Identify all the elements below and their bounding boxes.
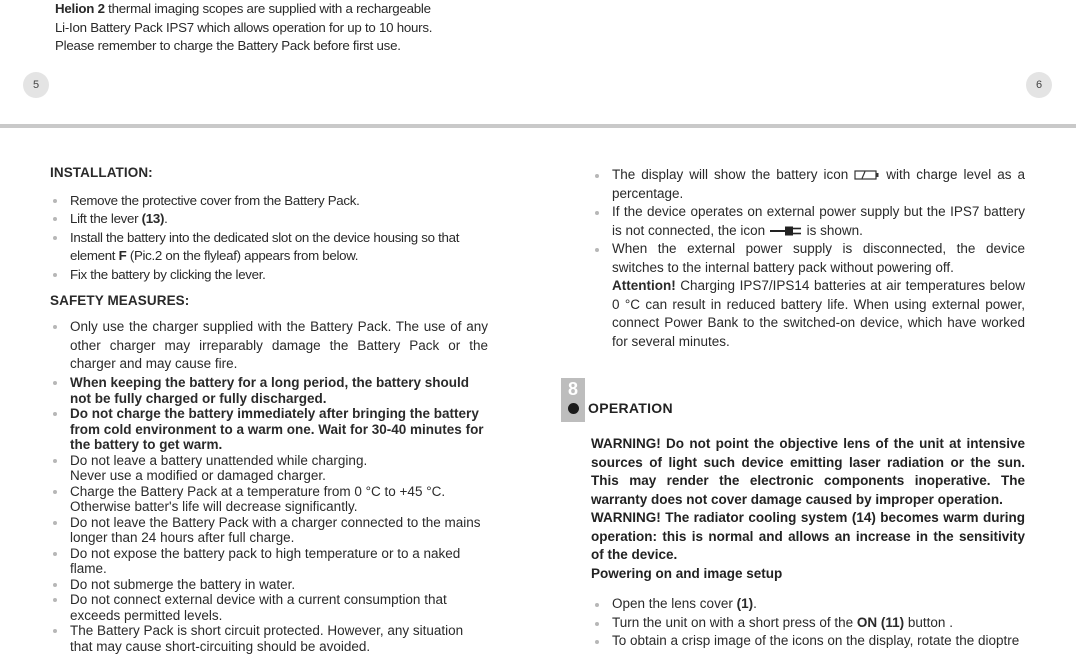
list-item-text: Never use a modified or damaged charger. <box>70 468 326 483</box>
list-item-text: Remove the protective cover from the Battery Pack. <box>70 193 360 208</box>
list-item-text: Only use the charger supplied with the Battery Pack. The use of any other charger may irreparably damage the Battery Pack or the charger and may cause fire. <box>70 319 488 372</box>
operation-heading: OPERATION <box>588 400 673 416</box>
list-item-text: . <box>753 596 757 611</box>
installation-list <box>50 192 488 284</box>
section-bullet-icon <box>568 403 579 414</box>
list-item-text: When the external power supply is disconnected, the device switches to the internal battery pack without powering off. <box>612 241 1025 275</box>
list-item <box>50 453 488 484</box>
list-item-text: Do not leave a battery unattended while charging. <box>70 452 368 468</box>
warning-radiator: WARNING! The radiator cooling system (14) becomes warm during operation: this is normal and allows an increase in the sensitivity of the device. <box>591 510 1025 562</box>
list-item <box>50 623 488 654</box>
intro-paragraph <box>55 0 485 56</box>
button-reference: ON (11) <box>856 614 905 630</box>
section-number: 8 <box>567 379 578 399</box>
list-item <box>592 632 1026 651</box>
list-item <box>50 192 488 210</box>
list-item-text: button . <box>904 614 953 630</box>
list-item-text: The display will show the battery icon <box>612 167 855 182</box>
safety-heading: SAFETY MEASURES: <box>50 293 190 308</box>
warning-lens: WARNING! Do not point the objective lens of the unit at intensive sources of light such device emitting laser radiation or the sun. This may render the electronic components inoperative. The warranty does not cover damage caused by improper operation. <box>591 436 1025 507</box>
list-item <box>50 266 488 284</box>
attention-label: Attention! <box>612 278 676 293</box>
reference-letter: F <box>118 248 127 264</box>
external-power-icon <box>769 225 803 237</box>
list-item-text: If the device operates on external power supply but the IPS7 battery is not connected, the icon <box>612 204 1025 238</box>
safety-list-top <box>50 318 488 374</box>
list-item <box>592 203 1025 240</box>
page-number-left: 5 <box>23 72 49 98</box>
reference-number: (1) <box>736 596 754 611</box>
page-divider <box>0 124 1076 128</box>
list-item <box>50 229 488 266</box>
list-item-text: Fix the battery by clicking the lever. <box>70 266 266 282</box>
list-item <box>592 240 1025 277</box>
list-item-text: Do not charge the battery immediately after bringing the battery from cold environment to a warm one. Wait for 30-40 minutes for the battery to get warm. <box>70 406 484 452</box>
list-item <box>592 166 1025 203</box>
list-item-text: Do not leave the Battery Pack with a charger connected to the mains longer than 24 hours after full charge. <box>70 514 481 545</box>
list-item-text: with charge level as a percentage. <box>612 167 1025 201</box>
warnings-block <box>591 435 1025 583</box>
attention-text: Charging IPS7/IPS14 batteries at air temperatures below 0 °C can result in reduced battery life. When using external power, connect Power Bank to the switched-on device, which have worked for several minutes. <box>612 278 1025 349</box>
list-item-text: . <box>164 211 168 227</box>
attention-note <box>592 277 1025 351</box>
list-item <box>50 577 488 593</box>
reference-number: (13) <box>141 211 165 227</box>
list-item-text: Do not submerge the battery in water. <box>70 576 296 592</box>
list-item <box>50 546 488 577</box>
list-item <box>50 406 488 453</box>
list-item-text: Lift the lever <box>70 211 142 227</box>
list-item-text: Open the lens cover <box>612 596 737 611</box>
list-item <box>592 614 1026 633</box>
list-item <box>50 515 488 546</box>
intro-line-3: Please remember to charge the Battery Pack before first use. <box>55 38 401 53</box>
list-item-text: The Battery Pack is short circuit protected. However, any situation that may cause short-circuiting should be avoided. <box>70 623 464 654</box>
battery-icon <box>854 169 880 181</box>
list-item-text: Do not connect external device with a current consumption that exceeds permitted levels. <box>70 592 447 623</box>
list-item <box>50 210 488 228</box>
safety-list <box>50 375 488 654</box>
list-item <box>50 592 488 623</box>
list-item-text: Turn the unit on with a short press of the <box>612 614 857 630</box>
installation-heading: INSTALLATION: <box>50 165 153 180</box>
list-item <box>50 484 488 515</box>
list-item <box>50 375 488 406</box>
intro-line-2: Li-Ion Battery Pack IPS7 which allows operation for up to 10 hours. <box>55 19 433 35</box>
list-item-text: Charge the Battery Pack at a temperature from 0 °C to +45 °C. Otherwise batter's life will decrease significantly. <box>70 483 446 514</box>
list-item-text: is shown. <box>802 222 863 238</box>
list-item <box>592 595 1026 614</box>
list-item-text: To obtain a crisp image of the icons on the display, rotate the dioptre <box>612 633 1020 648</box>
list-item-text: (Pic.2 on the flyleaf) appears from below. <box>126 248 359 264</box>
operation-list <box>592 595 1026 651</box>
intro-line-1: thermal imaging scopes are supplied with a rechargeable <box>104 1 431 16</box>
list-item-text: Install the battery into the dedicated slot on the device housing so that element <box>70 229 460 264</box>
product-name: Helion 2 <box>55 1 105 16</box>
powering-on-subheading: Powering on and image setup <box>591 565 783 581</box>
page-number-right: 6 <box>1026 72 1052 98</box>
list-item-text: When keeping the battery for a long period, the battery should not be fully charged or fully discharged. <box>70 375 470 406</box>
list-item-text: Do not expose the battery pack to high temperature or to a naked flame. <box>70 545 461 576</box>
battery-info-list <box>592 166 1025 351</box>
list-item <box>50 318 488 374</box>
